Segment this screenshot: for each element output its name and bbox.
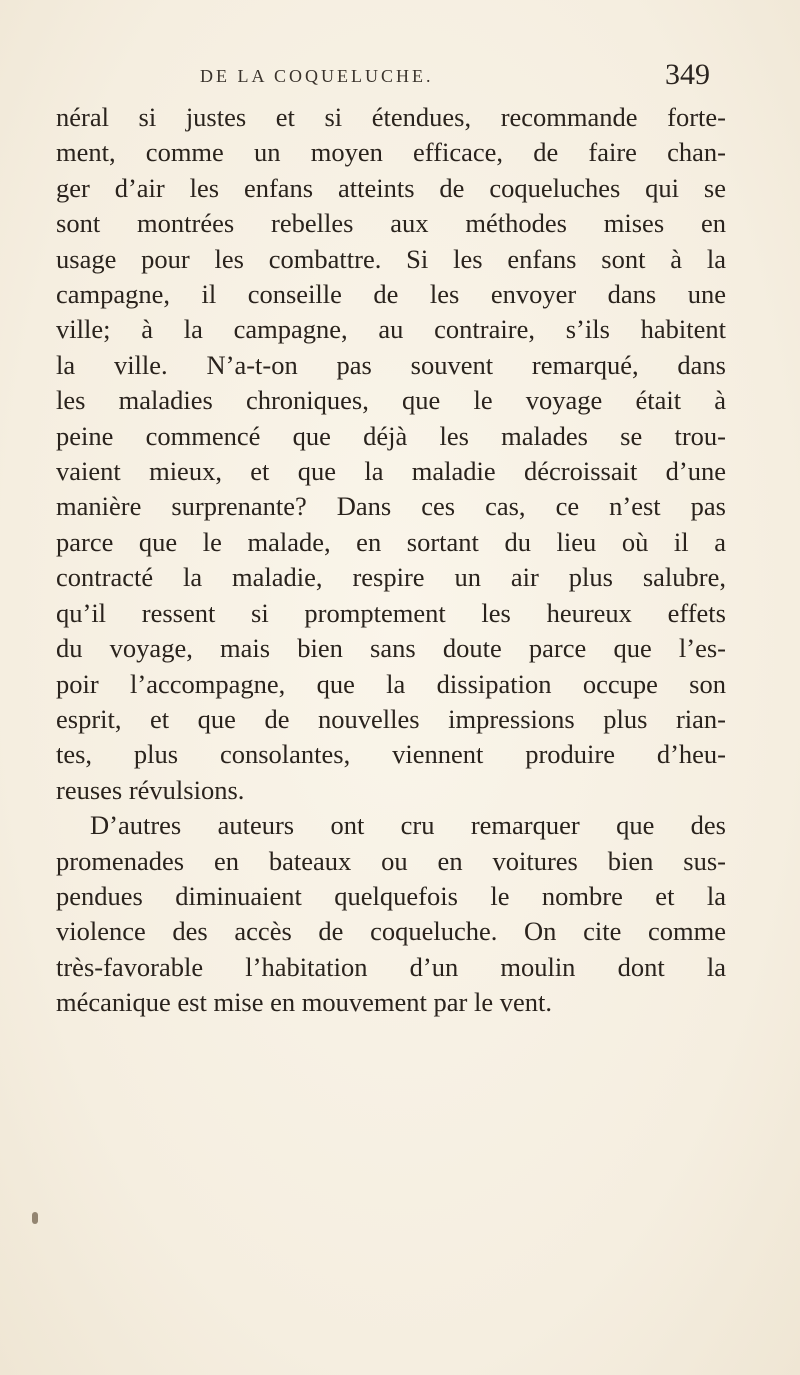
text-line: les maladies chroniques, que le voyage était à <box>56 385 726 416</box>
text-line: pendues diminuaient quelquefois le nombre et la <box>56 880 726 911</box>
text-line: néral si justes et si étendues, recommande forte- <box>56 102 726 132</box>
text-line: ville; à la campagne, au contraire, s’ils habitent <box>56 314 726 345</box>
text-line: violence des accès de coqueluche. On cite comme <box>56 916 726 947</box>
text-line: campagne, il conseille de les envoyer dans une <box>56 279 726 310</box>
text-line: du voyage, mais bien sans doute parce que l’es- <box>56 633 726 664</box>
body-text <box>56 100 726 1021</box>
paragraph-end-line: reuses révulsions. <box>56 774 245 805</box>
paragraph-end-line: mécanique est mise en mouvement par le vent. <box>56 987 552 1018</box>
ink-blot <box>32 1212 38 1224</box>
text-line: tes, plus consolantes, viennent produire d’heu- <box>56 739 726 770</box>
text-line: très-favorable l’habitation d’un moulin dont la <box>56 951 726 982</box>
running-head <box>60 58 720 102</box>
text-line: poir l’accompagne, que la dissipation occupe son <box>56 668 726 699</box>
text-line: manière surprenante? Dans ces cas, ce n’est pas <box>56 491 726 522</box>
text-line: ment, comme un moyen efficace, de faire chan- <box>56 137 726 168</box>
text-line: promenades en bateaux ou en voitures bien sus- <box>56 845 726 876</box>
page-number: 349 <box>665 58 710 91</box>
text-line: esprit, et que de nouvelles impressions plus rian- <box>56 703 726 734</box>
text-line: parce que le malade, en sortant du lieu où il a <box>56 526 726 557</box>
text-line: usage pour les combattre. Si les enfans sont à la <box>56 243 726 274</box>
text-line: la ville. N’a-t-on pas souvent remarqué, dans <box>56 349 726 380</box>
text-line: vaient mieux, et que la maladie décroissait d’une <box>56 456 726 487</box>
paragraph-start-line: D’autres auteurs ont cru remarquer que des <box>90 810 726 841</box>
text-line: sont montrées rebelles aux méthodes mises en <box>56 208 726 239</box>
text-line: peine commencé que déjà les malades se trou- <box>56 420 726 451</box>
text-line: qu’il ressent si promptement les heureux effets <box>56 597 726 628</box>
running-title: DE LA COQUELUCHE. <box>200 66 434 86</box>
text-line: ger d’air les enfans atteints de coqueluches qui se <box>56 172 726 203</box>
text-line: contracté la maladie, respire un air plus salubre, <box>56 562 726 593</box>
